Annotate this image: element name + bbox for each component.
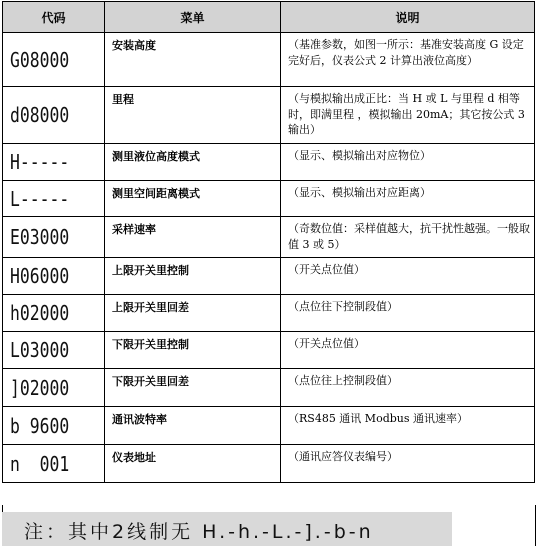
menu-description: （奇数位值：采样值越大，抗干扰性越强。一般取值 3 或 5） <box>281 217 535 258</box>
table-row <box>3 332 535 369</box>
header-code: 代码 <box>3 2 105 33</box>
table-row <box>3 258 535 295</box>
menu-name: 安装高度 <box>105 33 281 87</box>
header-menu: 菜单 <box>105 2 281 33</box>
note-text: 注：其中2线制无 H.-h.-L.-].-b-n <box>24 521 374 543</box>
menu-name: 仪表地址 <box>105 445 281 483</box>
lcd-code: ]02000 <box>10 375 70 400</box>
lcd-code: H----- <box>10 150 70 174</box>
menu-name: 下限开关里回差 <box>105 369 281 407</box>
menu-description: （通讯应答仪表编号） <box>281 445 535 483</box>
table-row <box>3 181 535 217</box>
menu-description: （基准参数，如图一所示：基准安装高度 G 设定完好后，仪表公式 2 计算出液位高度） <box>281 33 535 87</box>
note-banner <box>2 512 452 546</box>
header-desc: 说明 <box>281 2 535 33</box>
menu-name: 采样速率 <box>105 217 281 258</box>
menu-description: （点位往上控制段值） <box>281 369 535 407</box>
menu-name: 上限开关里回差 <box>105 295 281 332</box>
table-row <box>3 407 535 445</box>
menu-description: （开关点位值） <box>281 332 535 369</box>
code-table <box>2 1 535 483</box>
lcd-code: L----- <box>10 186 70 211</box>
lcd-code: n 001 <box>10 451 70 476</box>
menu-description: （RS485 通讯 Modbus 通讯速率） <box>281 407 535 445</box>
table-row <box>3 87 535 144</box>
lcd-code: L03000 <box>10 338 70 362</box>
lcd-code: G08000 <box>10 47 70 72</box>
lcd-code: E03000 <box>10 225 70 249</box>
table-header-row <box>3 2 535 33</box>
menu-description: （显示、模拟输出对应距离） <box>281 181 535 217</box>
lcd-code: b 9600 <box>10 413 70 438</box>
menu-name: 下限开关里控制 <box>105 332 281 369</box>
table-row <box>3 144 535 181</box>
menu-name: 上限开关里控制 <box>105 258 281 295</box>
menu-description: （开关点位值） <box>281 258 535 295</box>
table-row <box>3 369 535 407</box>
table-row <box>3 295 535 332</box>
table-row <box>3 33 535 87</box>
menu-name: 里程 <box>105 87 281 144</box>
lcd-code: d08000 <box>10 103 70 127</box>
menu-description: （显示、模拟输出对应物位） <box>281 144 535 181</box>
menu-name: 测里液位高度模式 <box>105 144 281 181</box>
lcd-code: H06000 <box>10 264 70 288</box>
menu-name: 通讯波特率 <box>105 407 281 445</box>
menu-description: （点位往下控制段值） <box>281 295 535 332</box>
menu-name: 测里空间距离模式 <box>105 181 281 217</box>
table-row <box>3 445 535 483</box>
table-row <box>3 217 535 258</box>
lcd-code: h02000 <box>10 301 70 325</box>
menu-description: （与模拟输出成正比：当 H 或 L 与里程 d 相等时，即满里程 ，模拟输出 20mA；其它按公式 3 输出） <box>281 87 535 144</box>
